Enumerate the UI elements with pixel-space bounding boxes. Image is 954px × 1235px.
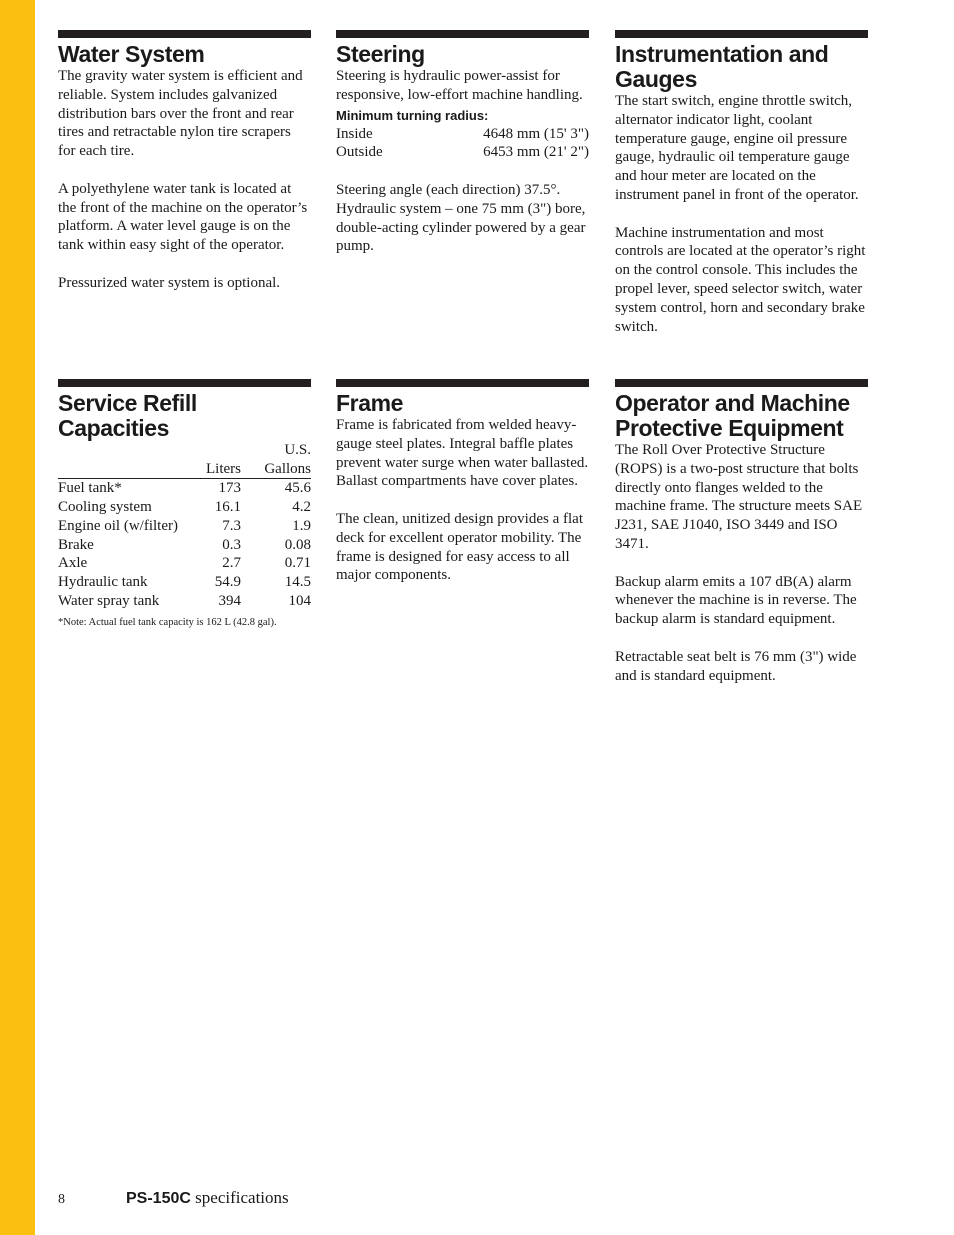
steering-intro: Steering is hydraulic power-assist for responsive, low-effort machine handling. [336, 68, 583, 103]
gallons-header-line2: Gallons [264, 460, 311, 477]
service-refill-heading: Service Refill Capacities [58, 390, 197, 441]
water-system-section [58, 30, 311, 293]
steering-hydraulic-text: Hydraulic system – one 75 mm (3") bore, double-acting cylinder powered by a gear pump. [336, 200, 586, 255]
refill-gallons: 45.6 [284, 480, 311, 497]
steering-angle-text: Steering angle (each direction) 37.5°. [336, 181, 561, 198]
refill-gallons: 4.2 [292, 499, 311, 516]
table-header-row [58, 441, 311, 479]
gallons-column-header [241, 441, 311, 479]
service-refill-section [58, 379, 311, 630]
section-rule [615, 379, 868, 387]
refill-gallons: 1.9 [292, 517, 311, 534]
refill-liters: 0.3 [222, 536, 241, 553]
operator-equipment-heading: Operator and Machine Protective Equipment [615, 390, 850, 441]
refill-item: Cooling system [58, 499, 152, 516]
refill-liters: 394 [218, 592, 241, 609]
refill-liters: 2.7 [222, 555, 241, 572]
water-system-paragraph: A polyethylene water tank is located at the front of the machine on the operator’s platform. A water level gauge is on the tank within easy sight of the operator. [58, 180, 308, 254]
refill-gallons: 0.08 [284, 536, 311, 553]
gallons-header-line1: U.S. [284, 442, 311, 458]
accent-sidebar-bar [0, 0, 35, 1235]
table-row [58, 498, 311, 517]
footer-suffix: specifications [195, 1188, 289, 1207]
refill-gallons: 14.5 [284, 573, 311, 590]
turning-radius-row [336, 125, 589, 144]
frame-paragraph: Frame is fabricated from welded heavy-gauge steel plates. Integral baffle plates prevent water surge when water ballasted. Ballast compartments have cover plates. [336, 417, 589, 490]
footer-model-name: PS-150C [126, 1190, 191, 1207]
refill-capacities-table [58, 441, 311, 610]
spec-label: Outside [336, 144, 383, 161]
spec-label: Inside [336, 125, 373, 142]
table-row [58, 536, 311, 555]
frame-heading: Frame [336, 390, 404, 416]
section-rule [58, 379, 311, 387]
refill-gallons: 104 [288, 592, 311, 609]
fuel-tank-note: *Note: Actual fuel tank capacity is 162 L (42.8 gal). [58, 617, 277, 629]
refill-liters: 54.9 [214, 573, 241, 590]
steering-section [336, 30, 589, 256]
water-system-heading: Water System [58, 41, 205, 67]
refill-liters: 16.1 [214, 499, 241, 516]
table-row [58, 573, 311, 592]
refill-liters: 7.3 [222, 517, 241, 534]
operator-equipment-paragraph: Retractable seat belt is 76 mm (3") wide and is standard equipment. [615, 648, 857, 684]
footer-title [126, 1188, 289, 1208]
instrumentation-paragraph: The start switch, engine throttle switch, alternator indicator light, coolant temperature gauge, engine oil pressure gauge, hydraulic oil temperature gauge and hour meter are located on the instrument panel in front of the operator. [615, 93, 859, 203]
refill-item: Engine oil (w/filter) [58, 517, 178, 534]
table-row [58, 554, 311, 573]
section-rule [615, 30, 868, 38]
refill-item: Water spray tank [58, 592, 160, 609]
frame-paragraph: The clean, unitized design provides a flat deck for excellent operator mobility. The frame is designed for easy access to all major components. [336, 510, 583, 584]
table-row [58, 592, 311, 611]
page-number: 8 [58, 1192, 65, 1207]
table-row [58, 479, 311, 498]
refill-item: Fuel tank* [58, 480, 122, 497]
section-rule [58, 30, 311, 38]
spec-value: 4648 mm (15' 3") [483, 125, 589, 142]
spec-value: 6453 mm (21' 2") [483, 144, 589, 161]
refill-item: Axle [58, 555, 88, 572]
refill-item: Brake [58, 536, 94, 553]
operator-equipment-paragraph: The Roll Over Protective Structure (ROPS) is a two-post structure that bolts directly onto flanges welded to the machine frame. The structure meets SAE J231, SAE J1040, ISO 3449 and ISO 3471. [615, 442, 863, 552]
section-rule [336, 379, 589, 387]
water-system-paragraph: The gravity water system is efficient and reliable. System includes galvanized distribution bars over the front and rear tires and retractable nylon tire scrapers for each tire. [58, 68, 303, 160]
instrumentation-section [615, 30, 868, 336]
turning-radius-row [336, 143, 589, 162]
water-system-paragraph: Pressurized water system is optional. [58, 274, 281, 291]
table-row [58, 517, 311, 536]
turning-radius-subhead: Minimum turning radius: [336, 107, 489, 123]
operator-equipment-paragraph: Backup alarm emits a 107 dB(A) alarm whenever the machine is in reverse. The backup alarm is standard equipment. [615, 573, 857, 628]
steering-heading: Steering [336, 41, 425, 67]
instrumentation-heading: Instrumentation and Gauges [615, 41, 829, 92]
liters-column-header: Liters [181, 441, 241, 479]
section-rule [336, 30, 589, 38]
refill-liters: 173 [218, 480, 241, 497]
instrumentation-paragraph: Machine instrumentation and most controls are located at the operator’s right on the control console. This includes the propel lever, speed selector switch, water system control, horn and secondary brake switch. [615, 224, 866, 335]
refill-gallons: 0.71 [284, 555, 311, 572]
frame-section [336, 379, 589, 585]
refill-item: Hydraulic tank [58, 573, 148, 590]
operator-equipment-section [615, 379, 868, 685]
